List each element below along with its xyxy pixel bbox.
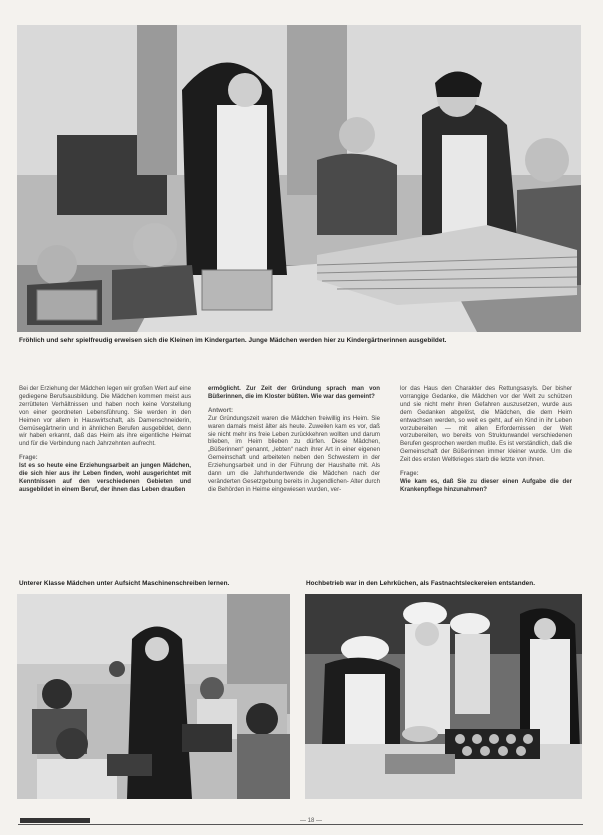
typing-class-photo: [17, 594, 290, 799]
column-3: [400, 385, 572, 500]
bottom-left-caption: Unterer Klasse Mädchen unter Aufsicht Maschinenschreiben lernen.: [19, 580, 230, 587]
kindergarten-photo: [17, 25, 581, 332]
question-text: Wie kam es, daß Sie zu dieser einen Aufgabe die der Krankenpflege hinzunahmen?: [400, 477, 572, 493]
question-label: Frage:: [400, 470, 419, 478]
column-1-paragraph: Bei der Erziehung der Mädchen legen wir großen Wert auf eine gediegene Berufsausbildung. Die Mädchen kommen meist aus zerrütteten Verhältnissen und haben noch keine Vorstellung von einer geordneten Lebensführung. Sie werden in den Heimen vor allem in Hauswirtschaft, als Damenschneiderin, Gemüsegärtnerin und in ähnlichen Berufen ausgebildet, denn wir haben erkannt, daß das Heim als ihre eigentliche Heimat und für die Verbindung nach Jahrzehnten aufrecht.: [19, 385, 191, 448]
column-3-paragraph: lor das Haus den Charakter des Rettungsasyls. Der bisher vorrangige Gedanke, die Mädchen vor der Welt zu schützen und sie nicht mehr ihren Gefahren auszusetzen, wurde aus dem Gedanken abgelöst, die Mädchen, die dem Heim entwachsen werden, so weit es geht, auf ein Kind in ihr Leben vorzubereiten — mit allen Erfordernissen der Welt vorzubereiten, wo bereits von Strukturwandel verschiedenen Berufen gesprochen werden mußte. Es ist verständlich, daß die Gemeinschaft der Büßerinnen immer kleiner wurde. Um die Zeit des ersten Weltkrieges starb die letzte von ihnen.: [400, 385, 572, 464]
question-label: Frage:: [19, 454, 38, 462]
top-photo-caption: Fröhlich und sehr spielfreudig erweisen sich die Kleinen im Kindergarten. Junge Mädchen werden hier zu Kindergärtnerinnen ausgebildet.: [19, 337, 447, 344]
column-2-paragraph: Zur Gründungszeit waren die Mädchen freiwillig ins Heim. Sie waren damals meist älter als heute. Zuweilen kam es vor, daß sie nicht mehr ins freie Leben zurückkehren wollten und darum blieben, im Heim blieben zu dürfen. Diese Mädchen, „Büßerinnen“ genannt, „lebten“ nach ihrer Art in einer eigenen Gemeinschaft und arbeiteten neben den Schwestern in der Erziehungsarbeit und in der Führung der Haushalte mit. Als dann um die Jahrhundertwende die Mädchen nach der veränderten Gesetzgebung bereits in Jugendlichen- Alter durch die Behörden in Heime eingewiesen wurden, ver-: [208, 414, 380, 493]
page-number: — 18 —: [300, 818, 323, 824]
column-1: [19, 385, 191, 500]
column-2: [208, 385, 380, 500]
question-text: ermöglicht. Zur Zeit der Gründung sprach man von Büßerinnen, die im Kloster büßten. Wie war das gemeint?: [208, 385, 380, 400]
bottom-right-caption: Hochbetrieb war in den Lehrküchen, als Fastnachtsleckereien entstanden.: [306, 580, 536, 587]
question-text: Ist es so heute eine Erziehungsarbeit an jungen Mädchen, die sich hier aus ihr Leben finden, wohl ausgerichtet mit Kenntnissen auf den verschiedenen Gebieten und ausgebildet in einem Beruf, der ihnen das Leben draußen: [19, 462, 191, 493]
footer-rule: [18, 824, 583, 825]
answer-label: Antwort:: [208, 406, 234, 414]
footer-mark: [20, 818, 90, 823]
kitchen-photo: [305, 594, 582, 799]
